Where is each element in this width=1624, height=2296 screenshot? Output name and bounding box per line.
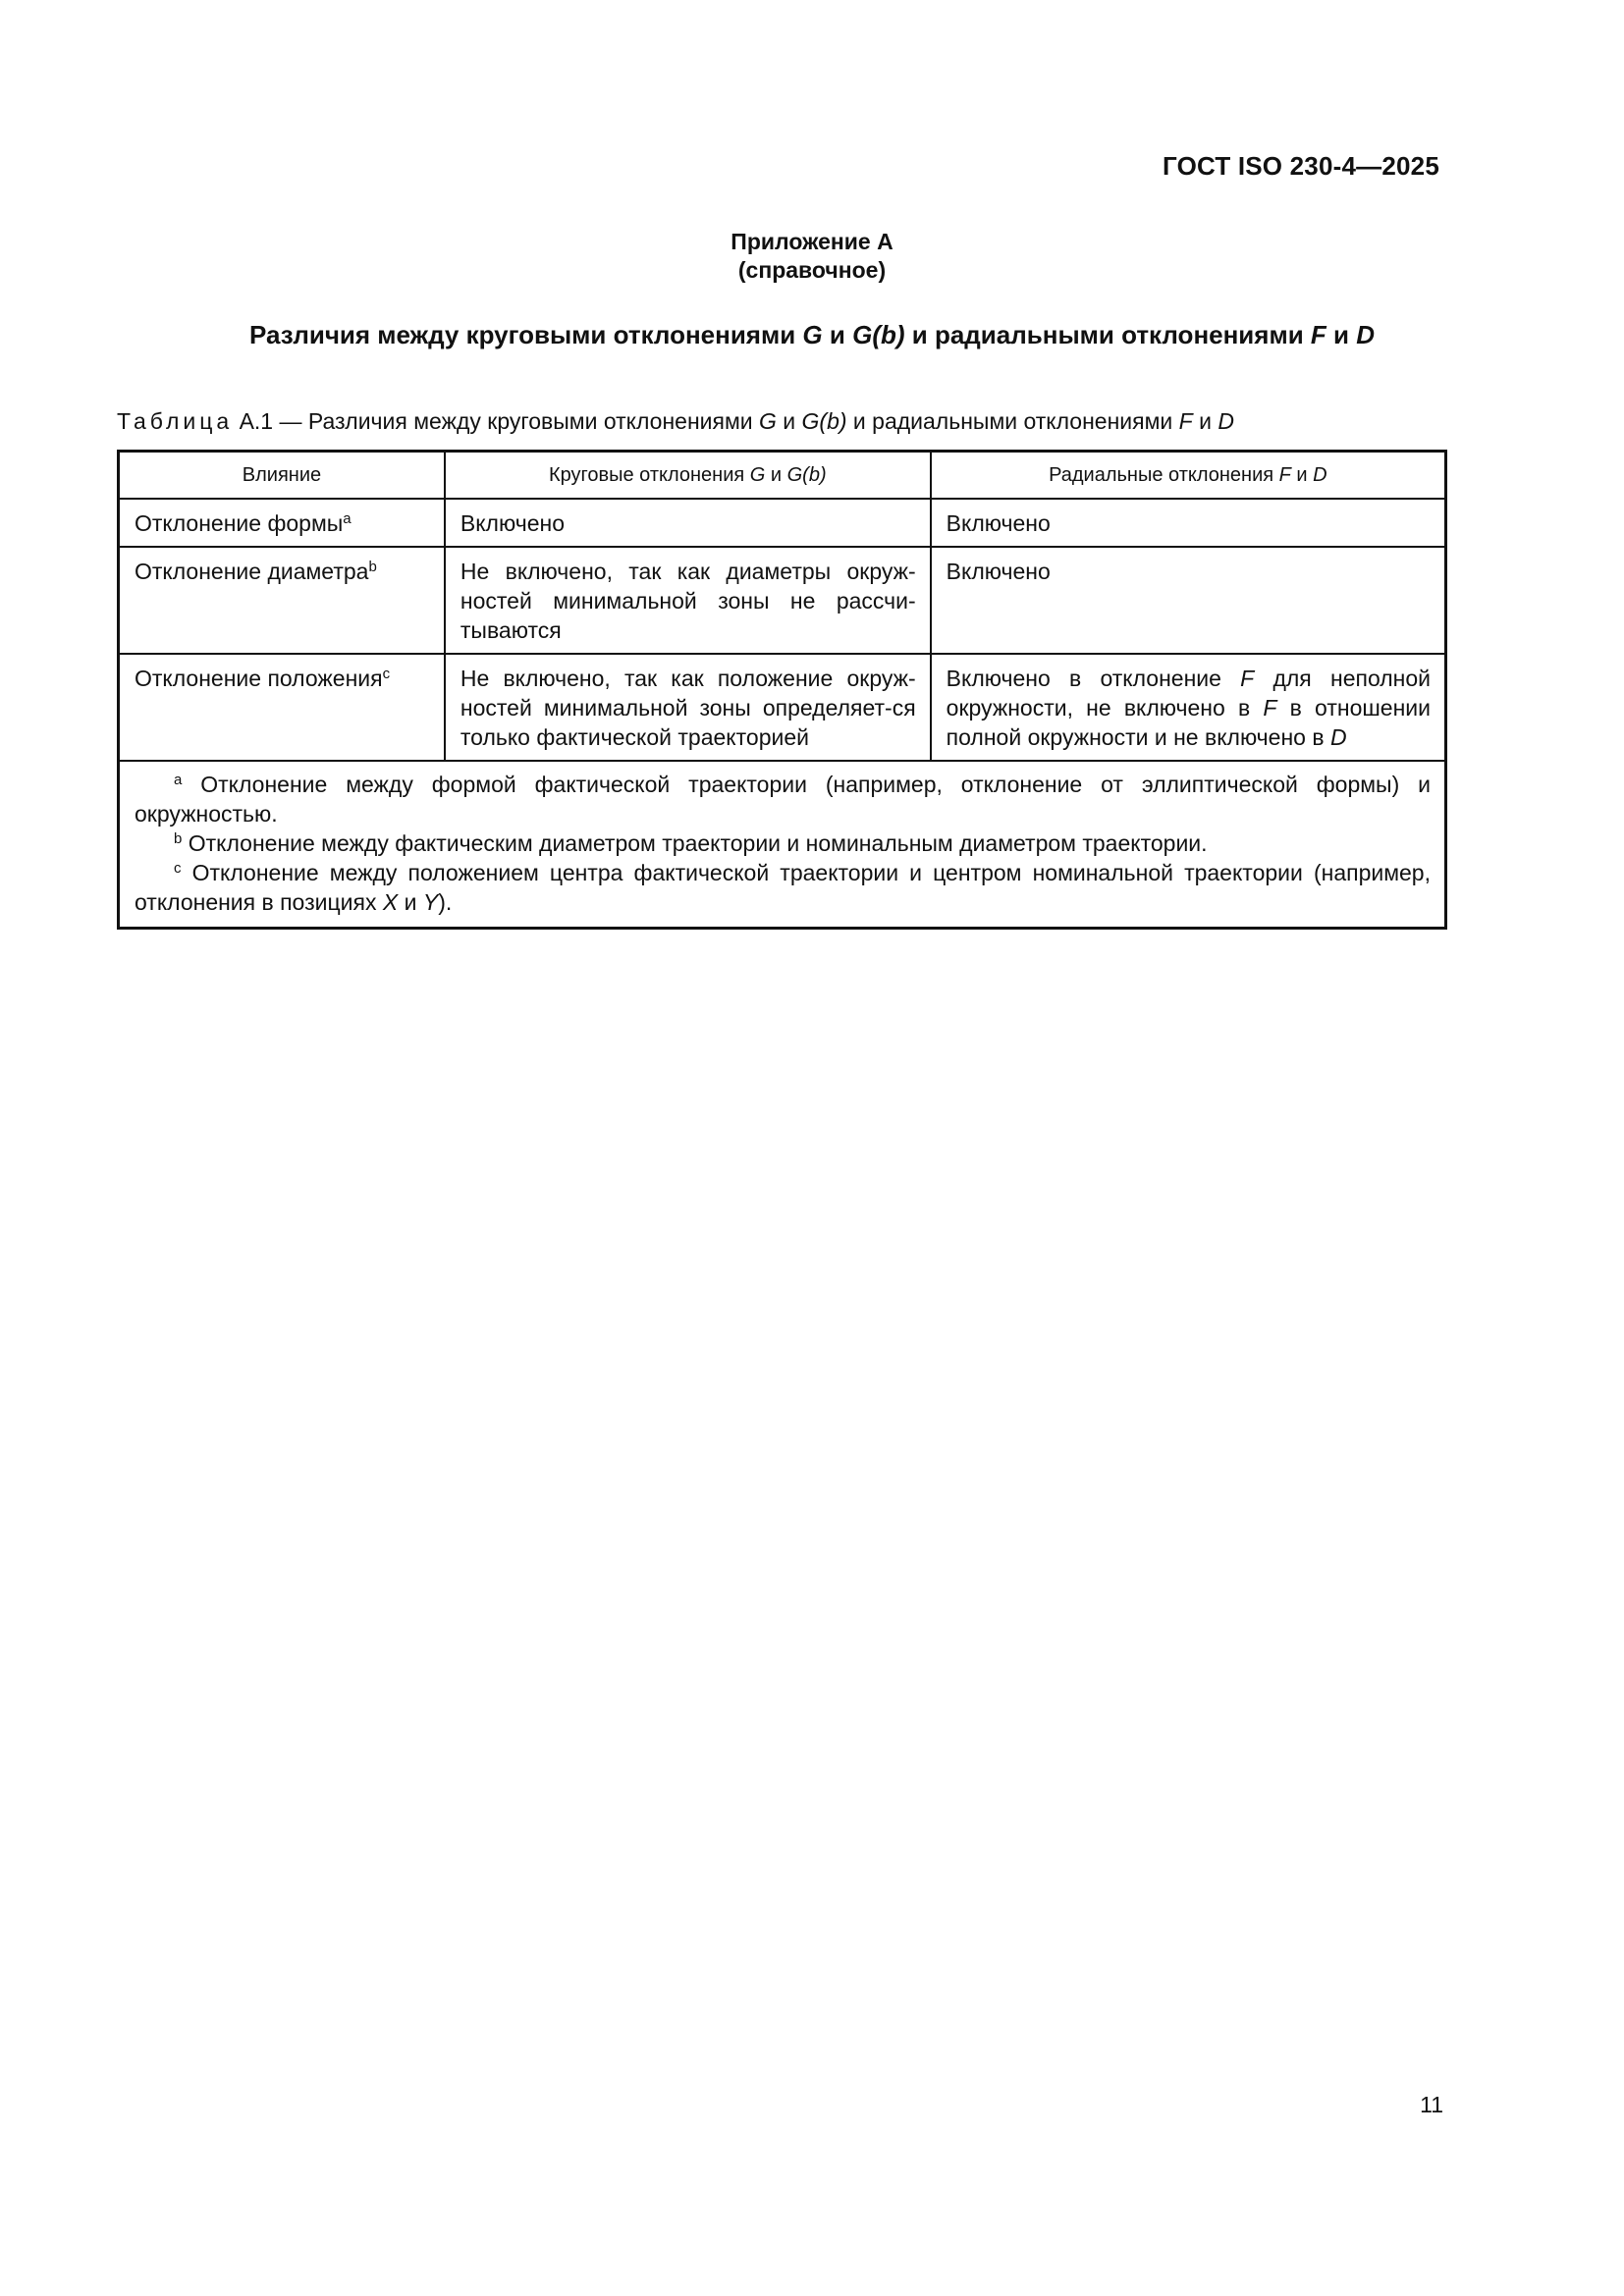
note-a xyxy=(135,770,1431,828)
note-c-mark: c xyxy=(174,860,182,877)
row-radial: Включено xyxy=(931,499,1446,547)
header-radial-text: Радиальные отклонения xyxy=(1049,464,1279,486)
note-a-text: Отклонение между формой фактической траектории (например, отклонение от эллиптической формы) и окружностью. xyxy=(135,772,1431,827)
radial-f: F xyxy=(1240,666,1255,691)
note-c-text: Отклонение между положением центра фактической траектории и центром номинальной траектории (например, отклонения в позициях xyxy=(135,860,1431,915)
header-circular-and: и xyxy=(765,464,787,486)
caption-and1: и xyxy=(776,408,802,434)
caption-g: G xyxy=(759,408,777,434)
heading-and2: и xyxy=(1326,320,1357,349)
note-a-mark: a xyxy=(174,772,183,788)
note-c-end: ). xyxy=(438,889,453,915)
row-circular: Не включено, так как диаметры окруж-ностей минимальной зоны не рассчи-тываются xyxy=(445,547,931,654)
row-radial: Включено xyxy=(931,547,1446,654)
note-b xyxy=(135,828,1431,858)
note-c-x: X xyxy=(382,889,399,915)
note-b-text: Отклонение между фактическим диаметром траектории и номинальным диаметром траектории. xyxy=(182,830,1208,856)
header-circular-text: Круговые отклонения xyxy=(548,464,750,486)
header-influence: Влияние xyxy=(119,452,445,500)
row-influence xyxy=(119,499,445,547)
heading-part2: и радиальными отклонениями xyxy=(904,320,1311,349)
heading-g: G xyxy=(802,320,823,349)
caption-text: А.1 — Различия между круговыми отклонениями xyxy=(233,408,759,434)
row-radial xyxy=(931,654,1446,761)
header-circular-g: G xyxy=(749,464,766,486)
footnote-mark: b xyxy=(368,559,377,575)
caption-and2: и xyxy=(1192,408,1218,434)
annex-title-block xyxy=(0,228,1624,285)
table-header-row xyxy=(119,452,1446,500)
header-circular-gb: G(b) xyxy=(786,464,827,486)
header-radial-d: D xyxy=(1313,464,1327,486)
table-caption xyxy=(117,408,1234,435)
note-c-and: и xyxy=(398,889,423,915)
row-influence xyxy=(119,547,445,654)
header-radial-and: и xyxy=(1290,464,1314,486)
row-circular: Не включено, так как положение окруж-ностей минимальной зоны определяет-ся только фактической траекторией xyxy=(445,654,931,761)
radial-text-3: в отношении полной окружности и не включено в xyxy=(946,695,1431,750)
note-b-mark: b xyxy=(174,830,183,847)
caption-d: D xyxy=(1218,408,1234,434)
annex-title: Приложение А xyxy=(731,229,893,254)
table-row xyxy=(119,654,1446,761)
page-number: 11 xyxy=(1420,2092,1443,2117)
footnote-mark: c xyxy=(382,666,391,682)
caption-text2: и радиальными отклонениями xyxy=(846,408,1179,434)
radial-text-2: для неполной окружности, не включено в xyxy=(946,666,1431,721)
table-row xyxy=(119,499,1446,547)
header-radial xyxy=(931,452,1446,500)
annex-subtitle: (справочное) xyxy=(737,257,887,283)
caption-label: Таблица xyxy=(117,408,234,434)
row-influence xyxy=(119,654,445,761)
heading-f: F xyxy=(1310,320,1326,349)
table-notes xyxy=(119,761,1446,929)
note-c-y: Y xyxy=(422,889,439,915)
document-code: ГОСТ ISO 230-4—2025 xyxy=(1162,151,1439,181)
caption-gb: G(b) xyxy=(801,408,847,434)
note-c xyxy=(135,858,1431,917)
heading-and1: и xyxy=(822,320,853,349)
heading-gb: G(b) xyxy=(852,320,905,349)
radial-f2: F xyxy=(1263,695,1277,721)
section-heading xyxy=(0,320,1624,350)
header-circular xyxy=(445,452,931,500)
heading-part1: Различия между круговыми отклонениями xyxy=(248,320,803,349)
deviations-table xyxy=(117,450,1447,930)
table-row xyxy=(119,547,1446,654)
caption-f: F xyxy=(1178,408,1193,434)
radial-text-1: Включено в отклонение xyxy=(946,666,1241,691)
table-notes-row xyxy=(119,761,1446,929)
influence-label: Отклонение положения xyxy=(135,666,383,691)
footnote-mark: a xyxy=(343,510,352,527)
radial-d: D xyxy=(1329,724,1347,750)
header-radial-f: F xyxy=(1278,464,1291,486)
influence-label: Отклонение формы xyxy=(135,510,344,536)
row-circular: Включено xyxy=(445,499,931,547)
heading-d: D xyxy=(1356,320,1376,349)
influence-label: Отклонение диаметра xyxy=(135,559,369,584)
